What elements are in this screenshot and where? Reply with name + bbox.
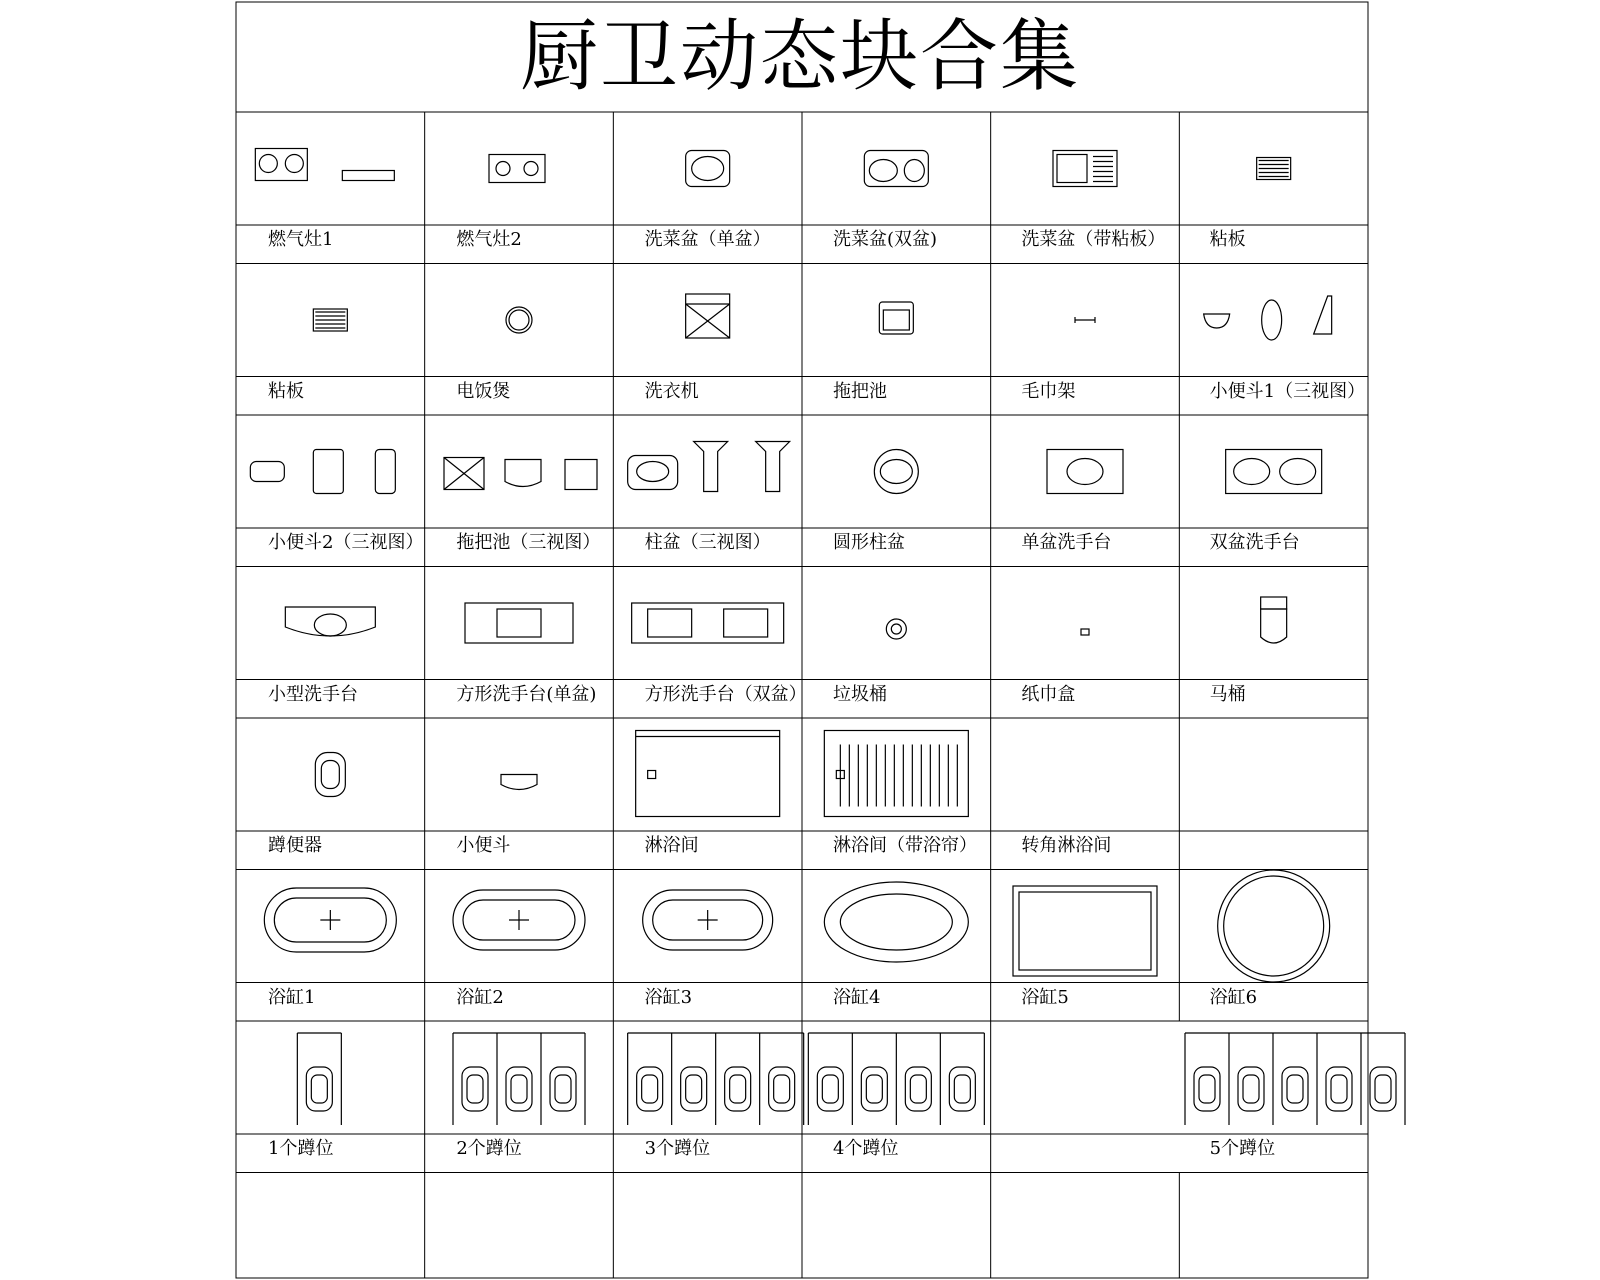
cell-label-r6-c4: 浴缸4 [833,986,881,1008]
gas-stove-side [342,171,394,181]
cell-label-r6-c5: 浴缸5 [1021,986,1069,1008]
cell-label-r3-c5: 单盆洗手台 [1021,532,1112,553]
cell-label-r5-c5: 转角淋浴间 [1021,835,1112,856]
cell-label-r7-c3: 3个蹲位 [644,1138,711,1159]
squat-toilet-symbol [315,753,345,797]
cell-label-r4-c2: 方形洗手台(单盆) [456,683,597,705]
washing-machine-symbol [686,294,730,338]
double-sink-symbol [864,151,928,187]
cell-label-r4-c4: 垃圾桶 [833,683,887,705]
cell-label-r5-c4: 淋浴间（带浴帘） [833,835,977,856]
cell-label-r1-c1: 燃气灶1 [268,229,334,250]
cell-label-r6-c2: 浴缸2 [456,986,504,1008]
toilet-symbol [1261,609,1287,643]
cell-label-r1-c3: 洗菜盆（单盆） [644,229,771,250]
cell-label-r3-c3: 柱盆（三视图） [644,532,771,553]
cell-label-r5-c3: 淋浴间 [644,835,699,856]
urinal-2-front [313,450,343,494]
cell-label-r6-c3: 浴缸3 [644,986,693,1008]
urinal-1-plan [1204,314,1230,328]
urinal-2-side [375,450,395,494]
trash-bin-symbol [886,619,906,639]
cell-label-r2-c1: 粘板 [268,380,304,402]
cell-label-r3-c2: 拖把池（三视图） [456,532,601,553]
cell-label-r3-c6: 双盆洗手台 [1209,532,1300,553]
cell-label-r2-c4: 拖把池 [833,380,887,402]
gas-stove-symbol [255,149,307,181]
urinal-2-plan [250,462,284,482]
cell-label-r1-c4: 洗菜盆(双盆) [833,229,938,250]
mop-sink-3v-side [565,460,597,490]
small-vanity-symbol [285,607,375,636]
cell-label-r1-c2: 燃气灶2 [456,229,522,250]
cell-label-r4-c5: 纸巾盒 [1021,683,1076,705]
cell-label-r6-c1: 浴缸1 [268,986,316,1008]
cell-label-r2-c2: 电饭煲 [456,380,511,402]
urinal-1-side [1314,296,1332,334]
cell-label-r4-c1: 小型洗手台 [268,683,358,705]
mop-sink-3v-front [505,460,541,487]
cell-label-r2-c5: 毛巾架 [1021,380,1076,402]
cell-label-r7-c2: 2个蹲位 [456,1138,522,1159]
bathtub-5-symbol [1013,886,1157,976]
shower-room-symbol [636,731,780,817]
cell-label-r7-c1: 1个蹲位 [268,1138,334,1159]
cell-label-r3-c1: 小便斗2（三视图） [268,532,424,553]
cell-label-r6-c6: 浴缸6 [1209,986,1258,1008]
gas-stove-2-symbol [489,155,545,183]
rice-cooker-symbol [506,307,532,333]
shower-curtain-symbol [824,731,968,817]
cell-label-r4-c3: 方形洗手台（双盆） [644,683,807,705]
cell-label-r2-c6: 小便斗1（三视图） [1209,380,1366,402]
cell-label-r1-c5: 洗菜盆（带粘板） [1021,229,1166,250]
pedestal-basin-plan [628,456,678,490]
fixture-symbols [250,149,1405,1126]
sheet-title: 厨卫动态块合集 [520,12,1081,102]
single-vanity-symbol [1047,450,1123,494]
cell-label-r7-c6: 5个蹲位 [1209,1138,1276,1159]
pedestal-basin-side [756,442,790,492]
urinal-1-front [1262,300,1282,340]
cell-label-r4-c6: 马桶 [1209,683,1246,705]
cell-label-r2-c3: 洗衣机 [644,380,699,402]
cell-label-r1-c6: 粘板 [1209,229,1246,250]
pedestal-basin-front [694,442,728,492]
cell-label-r3-c4: 圆形柱盆 [833,532,905,553]
tissue-box-symbol [1081,629,1089,635]
cell-label-r5-c1: 蹲便器 [268,835,322,856]
cell-label-r7-c4: 4个蹲位 [833,1138,899,1159]
double-vanity-symbol [1226,450,1322,494]
small-urinal-symbol [501,775,537,790]
cell-label-r5-c2: 小便斗 [456,835,511,856]
table-grid [236,2,1368,1280]
toilet-tank [1261,597,1287,609]
bathtub-6-symbol [1218,870,1330,982]
mop-sink-symbol [879,302,913,334]
